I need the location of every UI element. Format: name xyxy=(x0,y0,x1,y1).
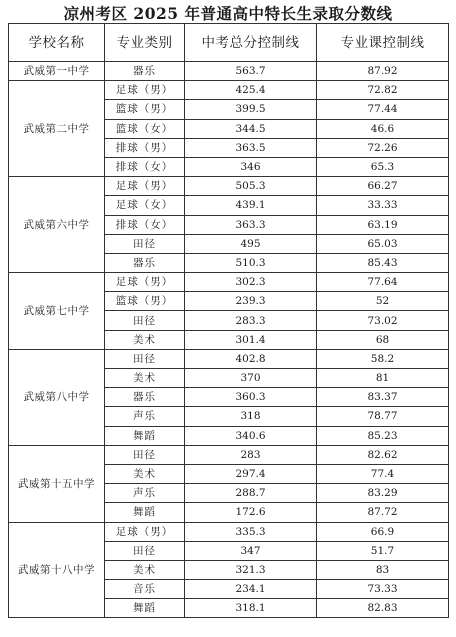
category-cell: 排球（女） xyxy=(105,215,185,234)
category-cell: 足球（男） xyxy=(105,273,185,292)
category-cell: 器乐 xyxy=(105,388,185,407)
major-score-cell: 33.33 xyxy=(317,196,449,215)
category-cell: 篮球（女） xyxy=(105,119,185,138)
major-score-cell: 51.7 xyxy=(317,541,449,560)
major-score-cell: 66.27 xyxy=(317,177,449,196)
school-name-cell: 武威第二中学 xyxy=(9,81,105,177)
total-score-cell: 340.6 xyxy=(185,426,317,445)
category-cell: 田径 xyxy=(105,234,185,253)
school-name-cell: 武威第一中学 xyxy=(9,62,105,81)
total-score-cell: 344.5 xyxy=(185,119,317,138)
category-cell: 足球（女） xyxy=(105,196,185,215)
major-score-cell: 81 xyxy=(317,369,449,388)
major-score-cell: 85.23 xyxy=(317,426,449,445)
school-name-cell: 武威第八中学 xyxy=(9,349,105,445)
total-score-cell: 399.5 xyxy=(185,100,317,119)
major-score-cell: 77.64 xyxy=(317,273,449,292)
total-score-cell: 495 xyxy=(185,234,317,253)
table-header-row xyxy=(9,24,449,62)
total-score-cell: 563.7 xyxy=(185,62,317,81)
total-score-cell: 363.3 xyxy=(185,215,317,234)
category-cell: 声乐 xyxy=(105,484,185,503)
major-score-cell: 65.3 xyxy=(317,157,449,176)
total-score-cell: 370 xyxy=(185,369,317,388)
table-row xyxy=(9,62,449,81)
major-score-cell: 83 xyxy=(317,560,449,579)
category-cell: 足球（男） xyxy=(105,522,185,541)
category-cell: 篮球（男） xyxy=(105,100,185,119)
major-score-cell: 72.26 xyxy=(317,138,449,157)
major-score-cell: 58.2 xyxy=(317,349,449,368)
category-cell: 田径 xyxy=(105,311,185,330)
table-row xyxy=(9,177,449,196)
table-body xyxy=(9,62,449,618)
total-score-cell: 505.3 xyxy=(185,177,317,196)
total-score-cell: 363.5 xyxy=(185,138,317,157)
category-cell: 舞蹈 xyxy=(105,503,185,522)
major-score-cell: 82.83 xyxy=(317,599,449,618)
major-score-cell: 77.4 xyxy=(317,464,449,483)
category-cell: 器乐 xyxy=(105,253,185,272)
total-score-cell: 301.4 xyxy=(185,330,317,349)
category-cell: 足球（男） xyxy=(105,177,185,196)
major-score-cell: 77.44 xyxy=(317,100,449,119)
category-cell: 舞蹈 xyxy=(105,599,185,618)
major-score-cell: 52 xyxy=(317,292,449,311)
major-score-cell: 87.72 xyxy=(317,503,449,522)
total-score-cell: 288.7 xyxy=(185,484,317,503)
header-category: 专业类别 xyxy=(105,24,185,62)
header-major-score: 专业课控制线 xyxy=(317,24,449,62)
total-score-cell: 318.1 xyxy=(185,599,317,618)
category-cell: 足球（男） xyxy=(105,81,185,100)
total-score-cell: 297.4 xyxy=(185,464,317,483)
total-score-cell: 347 xyxy=(185,541,317,560)
total-score-cell: 335.3 xyxy=(185,522,317,541)
category-cell: 舞蹈 xyxy=(105,426,185,445)
admission-score-table xyxy=(8,23,449,618)
category-cell: 田径 xyxy=(105,349,185,368)
table-row xyxy=(9,273,449,292)
major-score-cell: 83.29 xyxy=(317,484,449,503)
category-cell: 美术 xyxy=(105,330,185,349)
total-score-cell: 234.1 xyxy=(185,580,317,599)
major-score-cell: 87.92 xyxy=(317,62,449,81)
total-score-cell: 360.3 xyxy=(185,388,317,407)
total-score-cell: 318 xyxy=(185,407,317,426)
major-score-cell: 68 xyxy=(317,330,449,349)
category-cell: 篮球（男） xyxy=(105,292,185,311)
major-score-cell: 65.03 xyxy=(317,234,449,253)
table-row xyxy=(9,349,449,368)
total-score-cell: 402.8 xyxy=(185,349,317,368)
category-cell: 美术 xyxy=(105,464,185,483)
major-score-cell: 78.77 xyxy=(317,407,449,426)
school-name-cell: 武威第十五中学 xyxy=(9,445,105,522)
major-score-cell: 72.82 xyxy=(317,81,449,100)
header-school: 学校名称 xyxy=(9,24,105,62)
school-name-cell: 武威第十八中学 xyxy=(9,522,105,618)
major-score-cell: 85.43 xyxy=(317,253,449,272)
document-title: 凉州考区 2025 年普通高中特长生录取分数线 xyxy=(63,4,393,23)
total-score-cell: 439.1 xyxy=(185,196,317,215)
category-cell: 器乐 xyxy=(105,62,185,81)
header-total-score: 中考总分控制线 xyxy=(185,24,317,62)
category-cell: 美术 xyxy=(105,369,185,388)
table-row xyxy=(9,81,449,100)
category-cell: 排球（女） xyxy=(105,157,185,176)
major-score-cell: 63.19 xyxy=(317,215,449,234)
table-row xyxy=(9,445,449,464)
category-cell: 音乐 xyxy=(105,580,185,599)
table-row xyxy=(9,522,449,541)
total-score-cell: 346 xyxy=(185,157,317,176)
total-score-cell: 321.3 xyxy=(185,560,317,579)
category-cell: 田径 xyxy=(105,445,185,464)
total-score-cell: 283 xyxy=(185,445,317,464)
major-score-cell: 83.37 xyxy=(317,388,449,407)
school-name-cell: 武威第六中学 xyxy=(9,177,105,273)
major-score-cell: 73.33 xyxy=(317,580,449,599)
major-score-cell: 82.62 xyxy=(317,445,449,464)
major-score-cell: 46.6 xyxy=(317,119,449,138)
total-score-cell: 510.3 xyxy=(185,253,317,272)
category-cell: 声乐 xyxy=(105,407,185,426)
major-score-cell: 73.02 xyxy=(317,311,449,330)
category-cell: 排球（男） xyxy=(105,138,185,157)
category-cell: 美术 xyxy=(105,560,185,579)
total-score-cell: 425.4 xyxy=(185,81,317,100)
category-cell: 田径 xyxy=(105,541,185,560)
total-score-cell: 172.6 xyxy=(185,503,317,522)
total-score-cell: 302.3 xyxy=(185,273,317,292)
school-name-cell: 武威第七中学 xyxy=(9,273,105,350)
total-score-cell: 239.3 xyxy=(185,292,317,311)
total-score-cell: 283.3 xyxy=(185,311,317,330)
major-score-cell: 66.9 xyxy=(317,522,449,541)
